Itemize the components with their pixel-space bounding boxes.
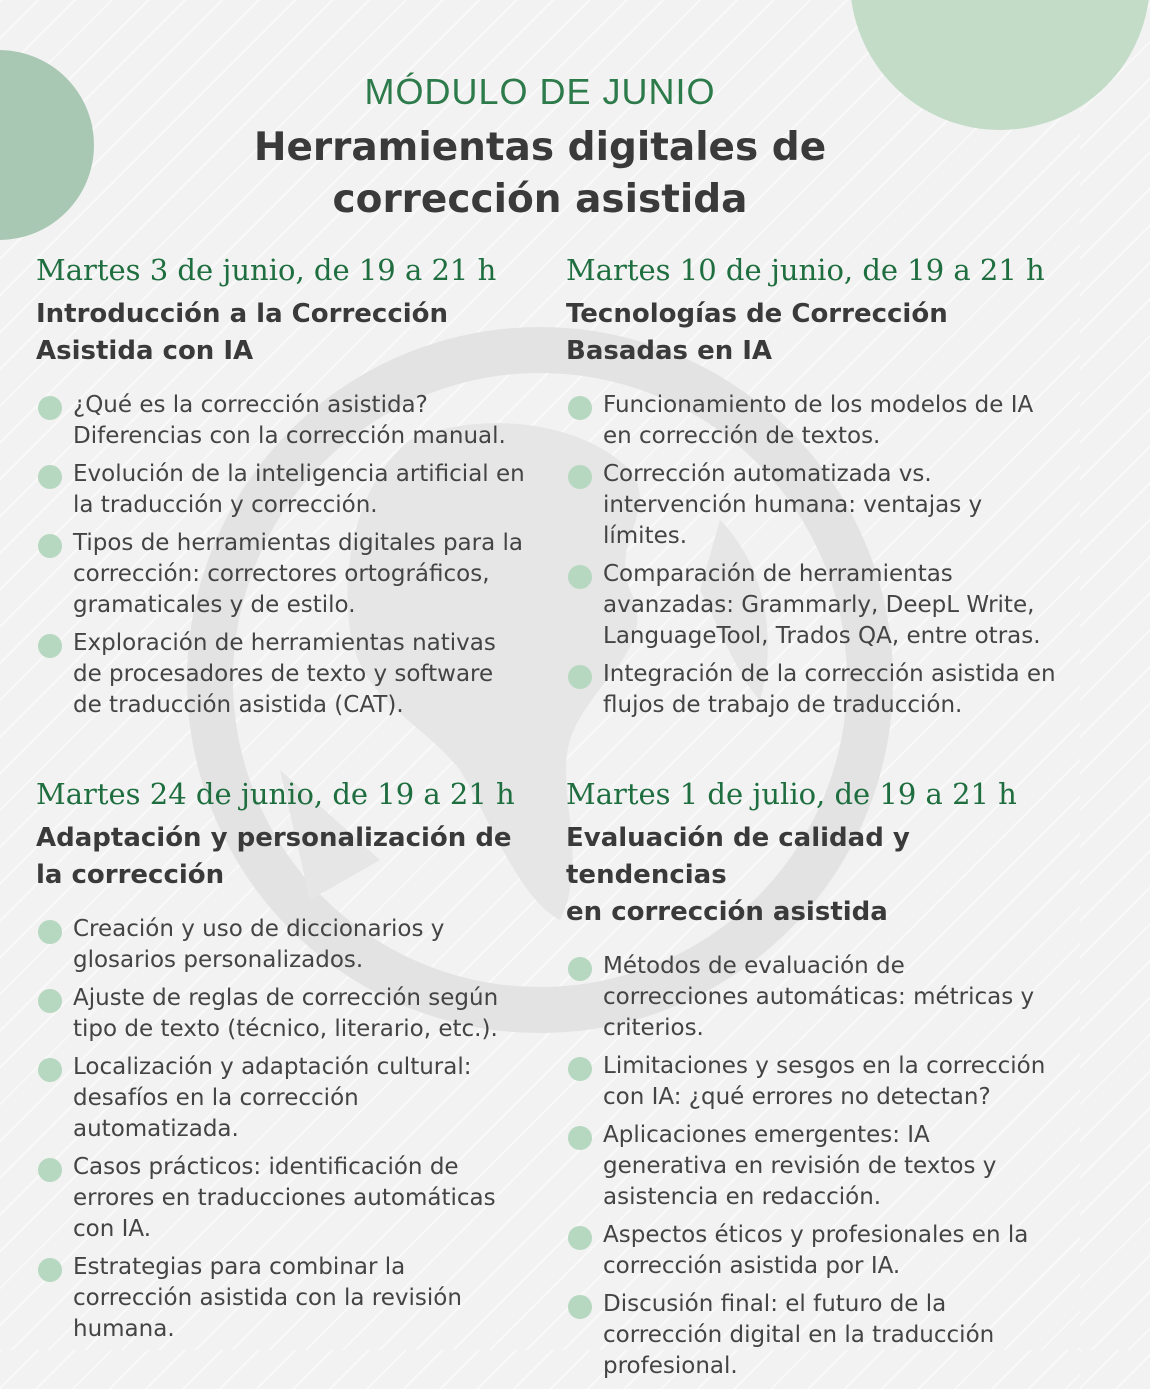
list-item-text: Casos prácticos: identificación de errores en traducciones automáticas con IA. xyxy=(73,1154,496,1242)
list-item xyxy=(36,459,526,521)
list-item xyxy=(566,559,1056,652)
session-card xyxy=(566,774,1056,1389)
list-item xyxy=(566,659,1056,721)
page-header xyxy=(0,72,1080,226)
bullet-icon xyxy=(568,396,592,420)
list-item-text: ¿Qué es la corrección asistida? Diferencias con la corrección manual. xyxy=(73,392,506,449)
session-topic: Tecnologías de Corrección Basadas en IA xyxy=(566,299,948,366)
bullet-icon xyxy=(38,465,62,489)
bullet-icon xyxy=(38,920,62,944)
list-item xyxy=(36,628,526,721)
bullet-icon xyxy=(568,1057,592,1081)
list-item-text: Discusión final: el futuro de la corrección digital en la traducción profesional. xyxy=(603,1291,995,1379)
list-item xyxy=(36,390,526,452)
list-item-text: Tipos de herramientas digitales para la corrección: correctores ortográficos, gramaticales y de estilo. xyxy=(73,530,523,618)
list-item xyxy=(566,951,1056,1044)
session-date: Martes 10 de junio, de 19 a 21 h xyxy=(566,253,1045,287)
session-date: Martes 24 de junio, de 19 a 21 h xyxy=(36,777,515,811)
list-item-text: Métodos de evaluación de correcciones automáticas: métricas y criterios. xyxy=(603,953,1035,1041)
bullet-icon xyxy=(38,396,62,420)
session-card xyxy=(36,250,526,728)
bullet-icon xyxy=(568,465,592,489)
list-item-text: Exploración de herramientas nativas de procesadores de texto y software de traducción asistida (CAT). xyxy=(73,630,496,718)
session-topic: Introducción a la Corrección Asistida con IA xyxy=(36,299,449,366)
list-item xyxy=(566,459,1056,552)
list-item xyxy=(36,1052,526,1145)
list-item-text: Integración de la corrección asistida en flujos de trabajo de traducción. xyxy=(603,661,1056,718)
bullet-icon xyxy=(568,1126,592,1150)
session-date: Martes 3 de junio, de 19 a 21 h xyxy=(36,253,497,287)
list-item-text: Funcionamiento de los modelos de IA en corrección de textos. xyxy=(603,392,1034,449)
list-item xyxy=(36,1252,526,1345)
bullet-icon xyxy=(38,989,62,1013)
session-date: Martes 1 de julio, de 19 a 21 h xyxy=(566,777,1017,811)
bullet-icon xyxy=(38,634,62,658)
page-title: Herramientas digitales de corrección asistida xyxy=(253,125,827,222)
topic-list xyxy=(36,390,526,721)
bullet-icon xyxy=(568,665,592,689)
list-item xyxy=(566,1120,1056,1213)
topic-list xyxy=(566,390,1056,721)
topic-list xyxy=(566,951,1056,1382)
bullet-icon xyxy=(38,1258,62,1282)
list-item xyxy=(36,1152,526,1245)
module-kicker: MÓDULO DE JUNIO xyxy=(364,71,716,112)
list-item-text: Comparación de herramientas avanzadas: Grammarly, DeepL Write, LanguageTool, Trados QA, entre otras. xyxy=(603,561,1041,649)
list-item xyxy=(566,1051,1056,1113)
list-item xyxy=(36,983,526,1045)
list-item xyxy=(36,528,526,621)
bullet-icon xyxy=(568,1295,592,1319)
list-item xyxy=(566,1289,1056,1382)
list-item-text: Ajuste de reglas de corrección según tipo de texto (técnico, literario, etc.). xyxy=(73,985,499,1042)
session-card xyxy=(36,774,526,1352)
list-item-text: Localización y adaptación cultural: desafíos en la corrección automatizada. xyxy=(73,1054,472,1142)
list-item-text: Limitaciones y sesgos en la corrección con IA: ¿qué errores no detectan? xyxy=(603,1053,1046,1110)
bullet-icon xyxy=(38,1158,62,1182)
list-item xyxy=(36,914,526,976)
bullet-icon xyxy=(38,534,62,558)
bullet-icon xyxy=(38,1058,62,1082)
session-card xyxy=(566,250,1056,728)
list-item xyxy=(566,390,1056,452)
session-topic: Adaptación y personalización de la corrección xyxy=(36,823,512,890)
list-item-text: Aplicaciones emergentes: IA generativa en revisión de textos y asistencia en redacción. xyxy=(603,1122,997,1210)
session-topic: Evaluación de calidad y tendencias en corrección asistida xyxy=(566,823,910,927)
topic-list xyxy=(36,914,526,1345)
list-item-text: Corrección automatizada vs. intervención humana: ventajas y límites. xyxy=(603,461,983,549)
list-item-text: Creación y uso de diccionarios y glosarios personalizados. xyxy=(73,916,445,973)
list-item xyxy=(566,1220,1056,1282)
bullet-icon xyxy=(568,1226,592,1250)
list-item-text: Evolución de la inteligencia artificial en la traducción y corrección. xyxy=(73,461,525,518)
list-item-text: Estrategias para combinar la corrección asistida con la revisión humana. xyxy=(73,1254,462,1342)
list-item-text: Aspectos éticos y profesionales en la corrección asistida por IA. xyxy=(603,1222,1029,1279)
bullet-icon xyxy=(568,957,592,981)
bullet-icon xyxy=(568,565,592,589)
